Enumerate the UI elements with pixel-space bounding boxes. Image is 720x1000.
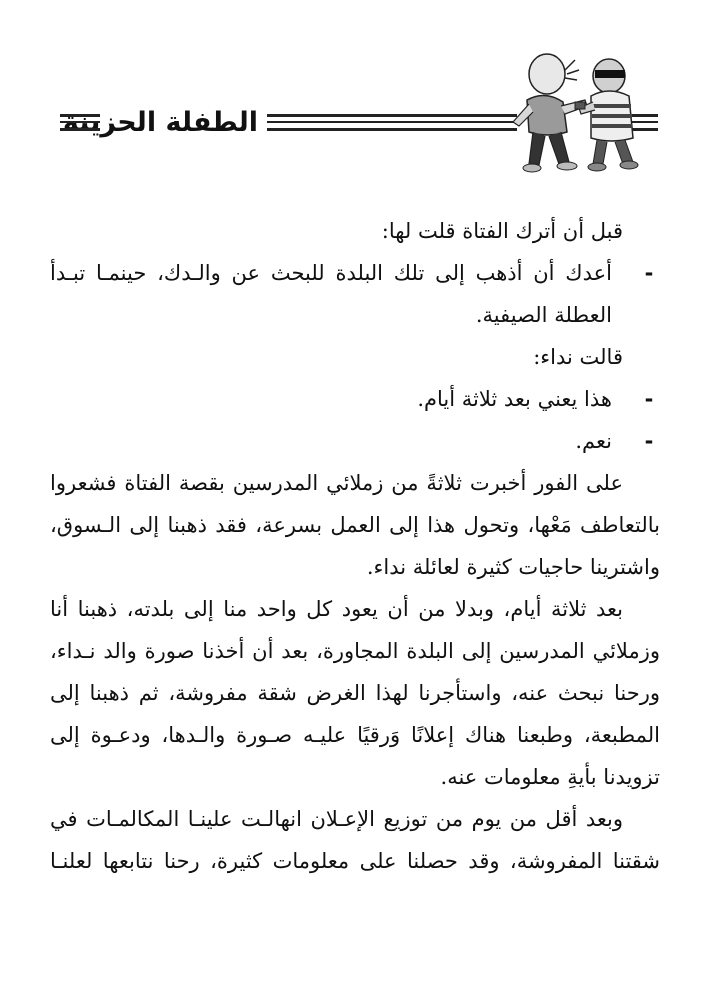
dash-bullet: - <box>644 387 654 411</box>
text-line: العطلة الصيفية. <box>475 303 612 327</box>
decorative-rule <box>267 114 517 131</box>
text-line: هذا يعني بعد ثلاثة أيام. <box>417 387 612 411</box>
dialogue-line <box>50 420 660 462</box>
body-text <box>50 210 660 882</box>
dialogue-line <box>50 378 660 420</box>
chapter-title: الطفلة الحزينة <box>62 107 258 138</box>
text-line: أعدك أن أذهب إلى تلك البلدة للبحث عن والـدك، حينمـا تبـدأ <box>50 261 612 285</box>
text-line: على الفور أخبرت ثلاثةً من زملائي المدرسين بقصة الفتاة فشعروا <box>50 471 623 495</box>
text-line: وزملائي المدرسين إلى البلدة المجاورة، بعد أن أخذنا صورة والد نـداء، <box>50 639 660 663</box>
dash-bullet: - <box>644 261 654 285</box>
text-line: قبل أن أترك الفتاة قلت لها: <box>381 219 623 243</box>
text-line: بعد ثلاثة أيام، وبدلا من أن يعود كل واحد منا إلى بلدته، ذهبنا أنا <box>50 597 623 621</box>
text-line: قالت نداء: <box>533 345 623 369</box>
text-line: المطبعة، وطبعنا هناك إعلانًا وَرقيًا عليـه صـورة والـدها، ودعـوة إلى <box>50 723 660 747</box>
dialogue-line <box>50 252 660 294</box>
bald-man-and-masked-thief-illustration-icon <box>505 52 650 177</box>
dash-bullet: - <box>644 429 654 453</box>
decorative-rule <box>60 114 100 131</box>
text-line: واشترينا حاجيات كثيرة لعائلة نداء. <box>366 555 660 579</box>
text-line: وبعد أقل من يوم من توزيع الإعـلان انهالـت علينـا المكالمـات في <box>50 807 623 831</box>
text-line: نعم. <box>575 429 612 453</box>
text-line: بالتعاطف مَعْها، وتحول هذا إلى العمل بسرعة، فقد ذهبنا إلى الـسوق، <box>50 513 660 537</box>
text-line: ورحنا نبحث عنه، واستأجرنا لهذا الغرض شقة مفروشة، ثم ذهبنا إلى <box>50 681 660 705</box>
text-line: شقتنا المفروشة، وقد حصلنا على معلومات كثيرة، رحنا نتابعها لعلنـا <box>50 849 660 873</box>
text-line: تزويدنا بأيةِ معلومات عنه. <box>440 765 660 789</box>
chapter-header <box>0 0 720 200</box>
